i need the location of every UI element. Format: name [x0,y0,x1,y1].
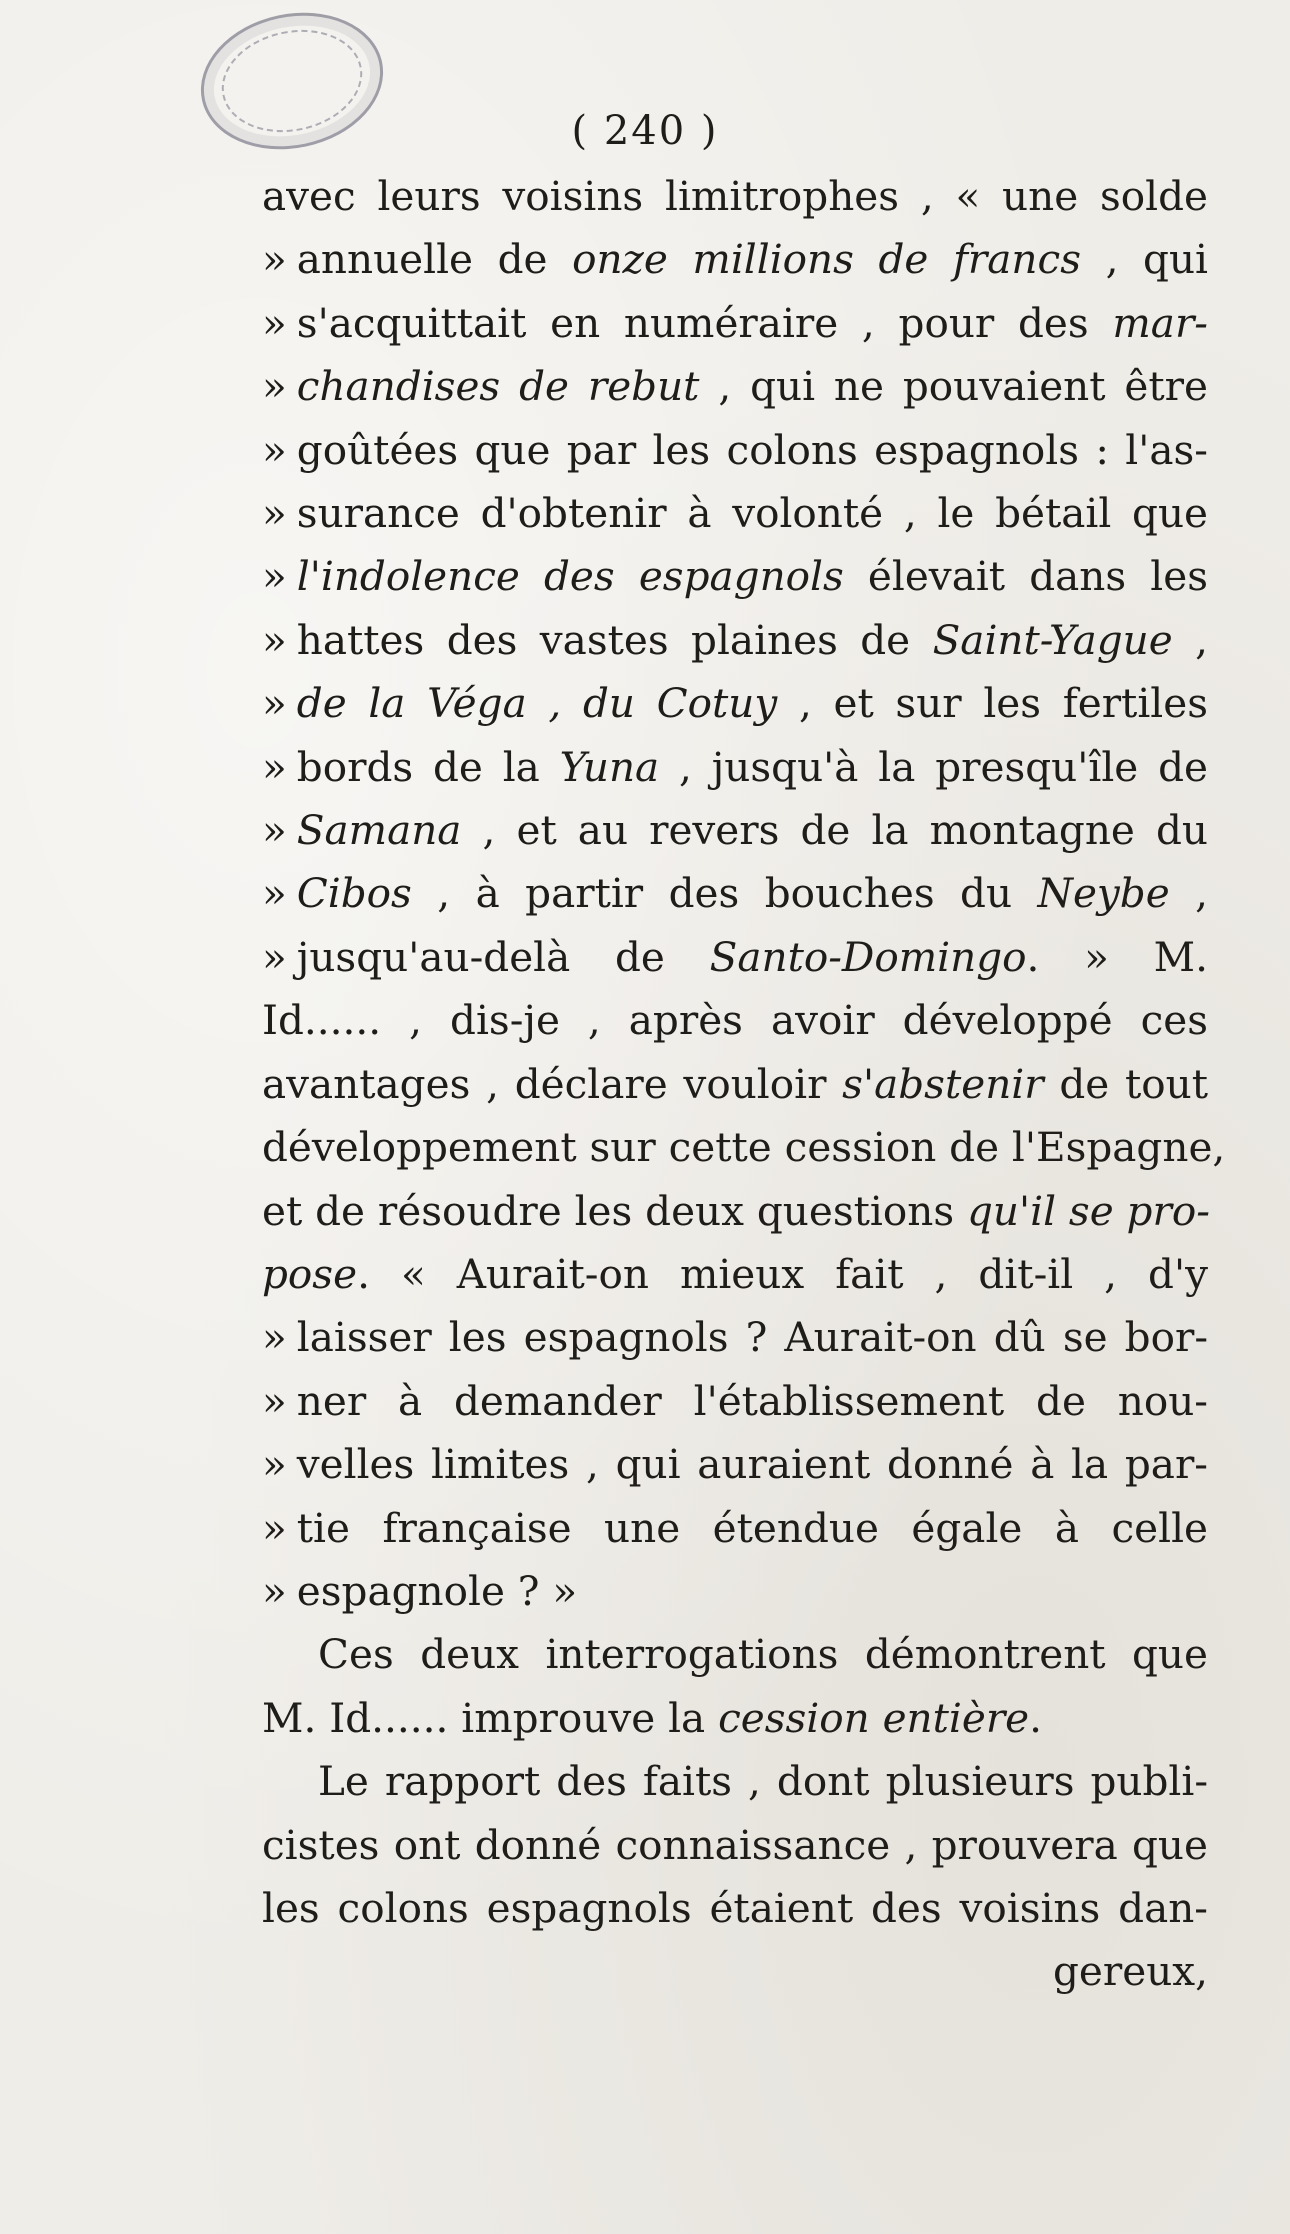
italic-text: onze millions de francs [572,235,1081,284]
text-line [262,672,1208,735]
text-segment: s'acquittait en numéraire , pour des [296,298,1113,347]
italic-text: Cibos [296,869,412,918]
italic-text: Saint-Yague [932,615,1173,664]
text-segment: les colons espagnols étaient des voisins dan- [262,1883,1208,1932]
italic-text: cession entière [718,1693,1030,1742]
quote-mark [262,489,287,537]
quote-mark [262,1440,287,1488]
text-line [262,228,1208,291]
text-segment: avec leurs voisins limitrophes , « une solde [262,172,1208,220]
quote-mark [262,299,287,347]
text-segment: M. Id...... improuve la [262,1693,719,1742]
italic-text: de la Véga , du Cotuy [296,679,778,728]
text-segment: Id...... , dis-je , après avoir développé ces [262,996,1208,1045]
quote-mark [262,426,287,474]
quote-mark [262,743,287,791]
text-line [262,989,1208,1052]
text-line [262,1306,1208,1369]
text-segment: , qui ne pouvaient être [699,362,1208,411]
text-line [262,292,1208,355]
text-segment: . [1029,1693,1043,1742]
text-line [262,1814,1208,1877]
body-text [262,165,1226,2004]
quote-mark [262,1313,287,1361]
quote-mark [262,362,287,410]
text-segment: velles limites , qui auraient donné à la par- [296,1440,1208,1489]
text-segment: cistes ont donné connaissance , prouvera que [262,1820,1208,1869]
text-segment: , et sur les fertiles [777,679,1208,728]
quote-mark [262,806,287,854]
italic-text: Santo-Domingo [709,932,1027,981]
text-segment: élevait dans les [843,552,1208,601]
italic-text: Samana [296,806,462,855]
text-segment: , [1169,869,1208,918]
text-line [262,1433,1208,1496]
text-line [262,1053,1208,1116]
text-line [262,1180,1208,1243]
text-segment: . » M. [1026,932,1208,981]
quote-mark [262,1567,287,1615]
text-segment: , [1172,615,1208,664]
text-line [262,1116,1226,1179]
text-line [262,1940,1208,2003]
quote-mark [262,552,287,600]
italic-text: pose [262,1249,358,1298]
quote-mark [262,1377,287,1425]
text-segment: gereux, [1052,1947,1208,1996]
quote-mark [262,679,287,727]
text-segment: jusqu'au-delà de [296,932,710,981]
text-line [262,482,1208,545]
text-line [262,419,1208,482]
text-segment: , jusqu'à la presqu'île de [659,742,1208,791]
text-segment: goûtées que par les colons espagnols : l'as- [296,425,1208,474]
page-number: ( 240 ) [571,108,719,154]
text-segment: laisser les espagnols ? Aurait-on dû se bor- [296,1313,1208,1362]
text-segment: espagnole ? » [296,1566,578,1615]
text-segment: hattes des vastes plaines de [296,615,933,664]
text-line [262,736,1208,799]
text-line [262,926,1208,989]
quote-mark [262,1504,287,1552]
quote-mark [262,235,287,283]
text-segment: et de résoudre les deux questions [262,1186,967,1235]
italic-text: mar- [1112,298,1208,347]
text-segment: , à partir des bouches du [411,869,1038,918]
italic-text: s'abstenir [842,1059,1044,1108]
text-line [262,1750,1208,1813]
text-segment: , qui [1081,235,1208,284]
text-line [262,1560,1208,1623]
text-segment: , et au revers de la montagne du [461,806,1208,855]
text-segment: de tout [1043,1059,1208,1108]
text-segment: Le rapport des faits , dont plusieurs publi- [318,1757,1208,1806]
quote-mark [262,616,287,664]
text-line [262,1877,1208,1940]
text-segment: annuelle de [296,235,573,284]
quote-mark [262,933,287,981]
text-line [262,1370,1208,1433]
quote-mark [262,869,287,917]
text-segment: . « Aurait-on mieux fait , dit-il , d'y [357,1249,1208,1298]
text-line [262,355,1208,418]
text-line [262,1687,1208,1750]
italic-text: chandises de rebut [296,362,700,411]
text-segment: Ces deux interrogations démontrent que [318,1630,1208,1679]
text-line [262,165,1208,228]
italic-text: l'indolence des espagnols [296,552,844,601]
text-segment: développement sur cette cession de l'Espagne, [262,1123,1226,1172]
text-line [262,1243,1208,1306]
text-segment: surance d'obtenir à volonté , le bétail que [296,489,1208,538]
italic-text: Yuna [559,742,660,791]
text-segment: bords de la [296,742,560,791]
text-line [262,862,1208,925]
italic-text: Neybe [1037,869,1170,918]
italic-text: qu'il se pro- [966,1186,1210,1235]
text-line [262,609,1208,672]
text-segment: avantages , déclare vouloir [262,1059,843,1108]
text-line [262,545,1208,608]
text-segment: tie française une étendue égale à celle [296,1503,1208,1552]
text-segment: ner à demander l'établissement de nou- [296,1376,1208,1425]
text-line [262,799,1208,862]
text-line [262,1497,1208,1560]
text-line [262,1623,1208,1686]
